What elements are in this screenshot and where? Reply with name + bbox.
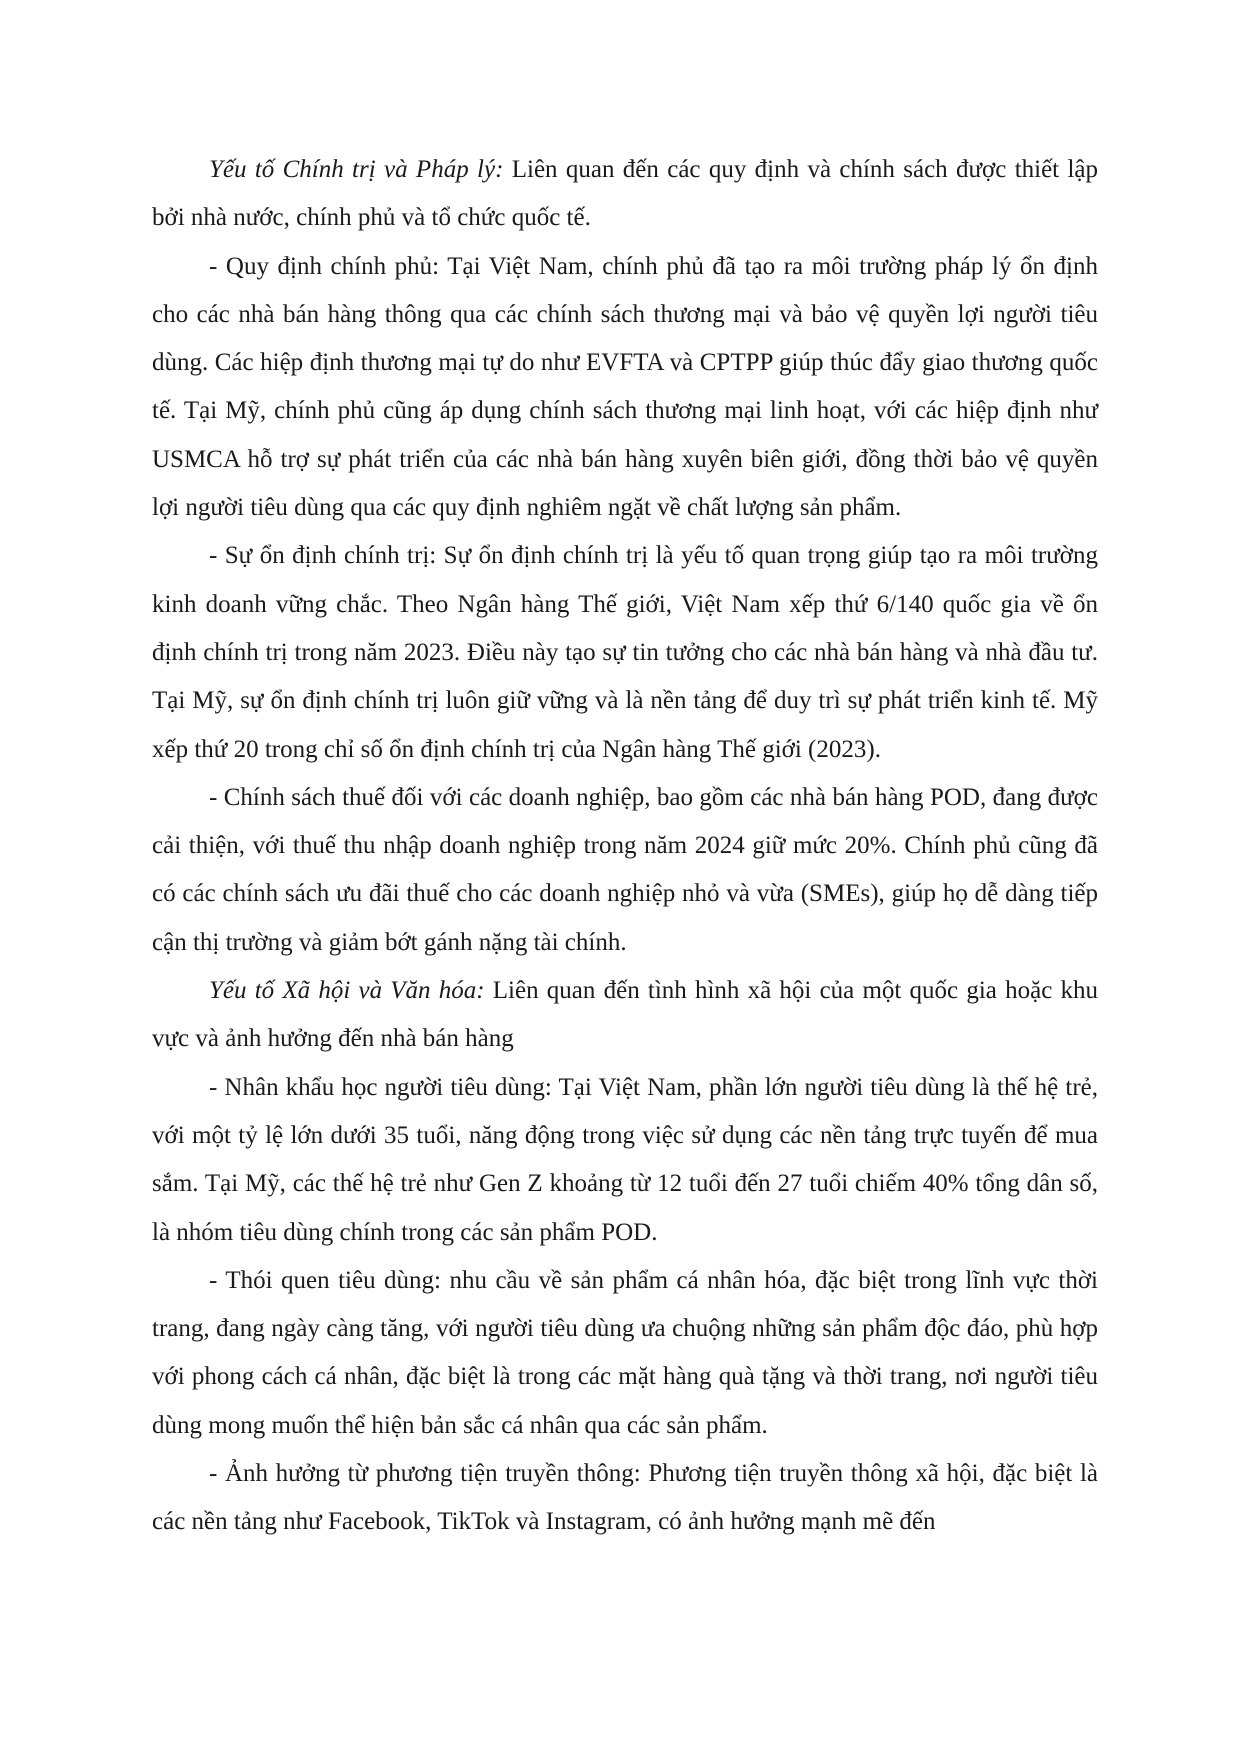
- paragraph-political-legal-intro: [152, 146, 1098, 243]
- document-body: [152, 146, 1098, 1547]
- section-heading-political-legal: Yếu tố Chính trị và Pháp lý:: [209, 156, 504, 183]
- section-heading-social-cultural: Yếu tố Xã hội và Văn hóa:: [209, 977, 485, 1005]
- paragraph-political-stability: [152, 532, 1098, 773]
- paragraph-consumer-habits: [152, 1257, 1098, 1450]
- paragraph-government-regulation: [152, 243, 1098, 533]
- paragraph-text: - Ảnh hưởng từ phương tiện truyền thông: Phương tiện truyền thông xã hội, đặc biệt là các nền tảng như Facebook, TikTok và Instagram, có ảnh hưởng mạnh mẽ đến: [152, 1460, 1098, 1536]
- paragraph-text: - Sự ổn định chính trị: Sự ổn định chính trị là yếu tố quan trọng giúp tạo ra môi trường kinh doanh vững chắc. Theo Ngân hàng Thế giới, Việt Nam xếp thứ 6/140 quốc gia về ổn định chính trị trong năm 2023. Điều này tạo sự tin tưởng cho các nhà bán hàng và nhà đầu tư. Tại Mỹ, sự ổn định chính trị luôn giữ vững và là nền tảng để duy trì sự phát triển kinh tế. Mỹ xếp thứ 20 trong chỉ số ổn định chính trị của Ngân hàng Thế giới (2023).: [152, 542, 1098, 763]
- paragraph-tax-policy: [152, 774, 1098, 967]
- paragraph-text: - Chính sách thuế đối với các doanh nghiệp, bao gồm các nhà bán hàng POD, đang được cải thiện, với thuế thu nhập doanh nghiệp trong năm 2024 giữ mức 20%. Chính phủ cũng đã có các chính sách ưu đãi thuế cho các doanh nghiệp nhỏ và vừa (SMEs), giúp họ dễ dàng tiếp cận thị trường và giảm bớt gánh nặng tài chính.: [152, 783, 1098, 956]
- paragraph-media-influence: [152, 1450, 1098, 1547]
- paragraph-text: - Quy định chính phủ: Tại Việt Nam, chính phủ đã tạo ra môi trường pháp lý ổn định cho các nhà bán hàng thông qua các chính sách thương mại và bảo vệ quyền lợi người tiêu dùng. Các hiệp định thương mại tự do như EVFTA và CPTPP giúp thúc đẩy giao thương quốc tế. Tại Mỹ, chính phủ cũng áp dụng chính sách thương mại linh hoạt, với các hiệp định như USMCA hỗ trợ sự phát triển của các nhà bán hàng xuyên biên giới, đồng thời bảo vệ quyền lợi người tiêu dùng qua các quy định nghiêm ngặt về chất lượng sản phẩm.: [152, 252, 1098, 522]
- paragraph-text: Liên quan đến tình hình xã hội của một quốc gia hoặc khu vực và ảnh hưởng đến nhà bán hàng: [152, 977, 1098, 1053]
- paragraph-demographics: [152, 1064, 1098, 1257]
- paragraph-text: - Thói quen tiêu dùng: nhu cầu về sản phẩm cá nhân hóa, đặc biệt trong lĩnh vực thời trang, đang ngày càng tăng, với người tiêu dùng ưa chuộng những sản phẩm độc đáo, phù hợp với phong cách cá nhân, đặc biệt là trong các mặt hàng quà tặng và thời trang, nơi người tiêu dùng mong muốn thể hiện bản sắc cá nhân qua các sản phẩm.: [152, 1266, 1098, 1439]
- paragraph-text: Liên quan đến các quy định và chính sách được thiết lập bởi nhà nước, chính phủ và tổ chức quốc tế.: [152, 156, 1098, 232]
- paragraph-text: - Nhân khẩu học người tiêu dùng: Tại Việt Nam, phần lớn người tiêu dùng là thế hệ trẻ, với một tỷ lệ lớn dưới 35 tuổi, năng động trong việc sử dụng các nền tảng trực tuyến để mua sắm. Tại Mỹ, các thế hệ trẻ như Gen Z khoảng từ 12 tuổi đến 27 tuổi chiếm 40% tổng dân số, là nhóm tiêu dùng chính trong các sản phẩm POD.: [152, 1073, 1098, 1246]
- paragraph-social-cultural-intro: [152, 967, 1098, 1064]
